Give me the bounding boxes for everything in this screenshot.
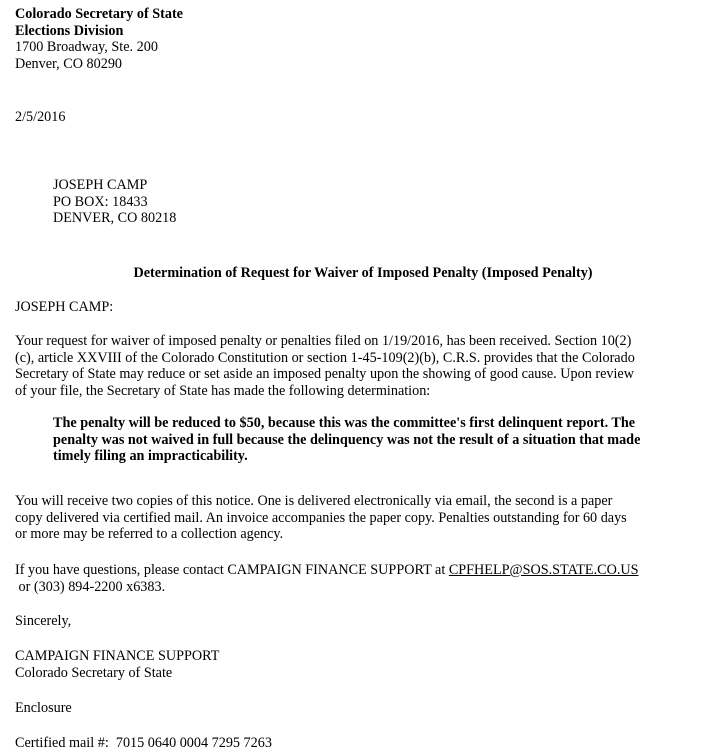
closing: Sincerely, bbox=[15, 613, 72, 629]
contact-paragraph bbox=[15, 562, 716, 595]
body-paragraph-1-line: of your file, the Secretary of State has made the following determination: bbox=[15, 382, 431, 399]
body-paragraph-2-line: or more may be referred to a collection agency. bbox=[15, 526, 284, 542]
letter-date: 2/5/2016 bbox=[15, 109, 66, 125]
contact-text-before: If you have questions, please contact CAMPAIGN FINANCE SUPPORT at bbox=[15, 562, 449, 578]
determination-line: timely filing an impracticability. bbox=[53, 448, 248, 464]
body-paragraph-2-line: copy delivered via certified mail. An invoice accompanies the paper copy. Penalties outstanding for 60 days bbox=[15, 509, 627, 526]
sender-name: Colorado Secretary of State bbox=[15, 6, 183, 22]
determination-statement bbox=[53, 415, 711, 465]
enclosure-note: Enclosure bbox=[15, 700, 72, 716]
determination-line: The penalty will be reduced to $50, because this was the committee's first delinquent report. The bbox=[53, 415, 636, 431]
contact-line-1 bbox=[15, 562, 716, 579]
body-paragraph-1-line: Your request for waiver of imposed penalty or penalties filed on 1/19/2016, has been received. Section 10(2) bbox=[15, 333, 632, 349]
letter-subject: Determination of Request for Waiver of Imposed Penalty (Imposed Penalty) bbox=[133, 265, 593, 281]
recipient-address-block bbox=[53, 177, 716, 227]
body-paragraph-1 bbox=[15, 333, 716, 399]
support-email-link[interactable]: CPFHELP@SOS.STATE.CO.US bbox=[448, 562, 639, 578]
signature-line-2: Colorado Secretary of State bbox=[15, 664, 173, 681]
contact-phone: or (303) 894-2200 x6383. bbox=[15, 578, 166, 595]
sender-city-state-zip: Denver, CO 80290 bbox=[15, 55, 123, 72]
salutation: JOSEPH CAMP: bbox=[15, 299, 114, 315]
sender-address-block bbox=[15, 6, 716, 72]
recipient-po-box: PO BOX: 18433 bbox=[53, 193, 148, 210]
body-paragraph-2 bbox=[15, 493, 716, 543]
body-paragraph-1-line: (c), article XXVIII of the Colorado Constitution or section 1-45-109(2)(b), C.R.S. provides that the Colorado bbox=[15, 349, 635, 366]
signature-block bbox=[15, 648, 716, 681]
recipient-name: JOSEPH CAMP bbox=[53, 177, 148, 193]
determination-line: penalty was not waived in full because the delinquency was not the result of a situation that made bbox=[53, 431, 641, 448]
recipient-city-state-zip: DENVER, CO 80218 bbox=[53, 210, 177, 226]
body-paragraph-2-line: You will receive two copies of this notice. One is delivered electronically via email, the second is a paper bbox=[15, 493, 613, 509]
body-paragraph-1-line: Secretary of State may reduce or set aside an imposed penalty upon the showing of good cause. Upon review bbox=[15, 366, 634, 382]
sender-division: Elections Division bbox=[15, 22, 124, 39]
signature-line-1: CAMPAIGN FINANCE SUPPORT bbox=[15, 648, 220, 664]
sender-street: 1700 Broadway, Ste. 200 bbox=[15, 39, 158, 55]
certified-mail-number: Certified mail #: 7015 0640 0004 7295 7263 bbox=[15, 735, 272, 751]
